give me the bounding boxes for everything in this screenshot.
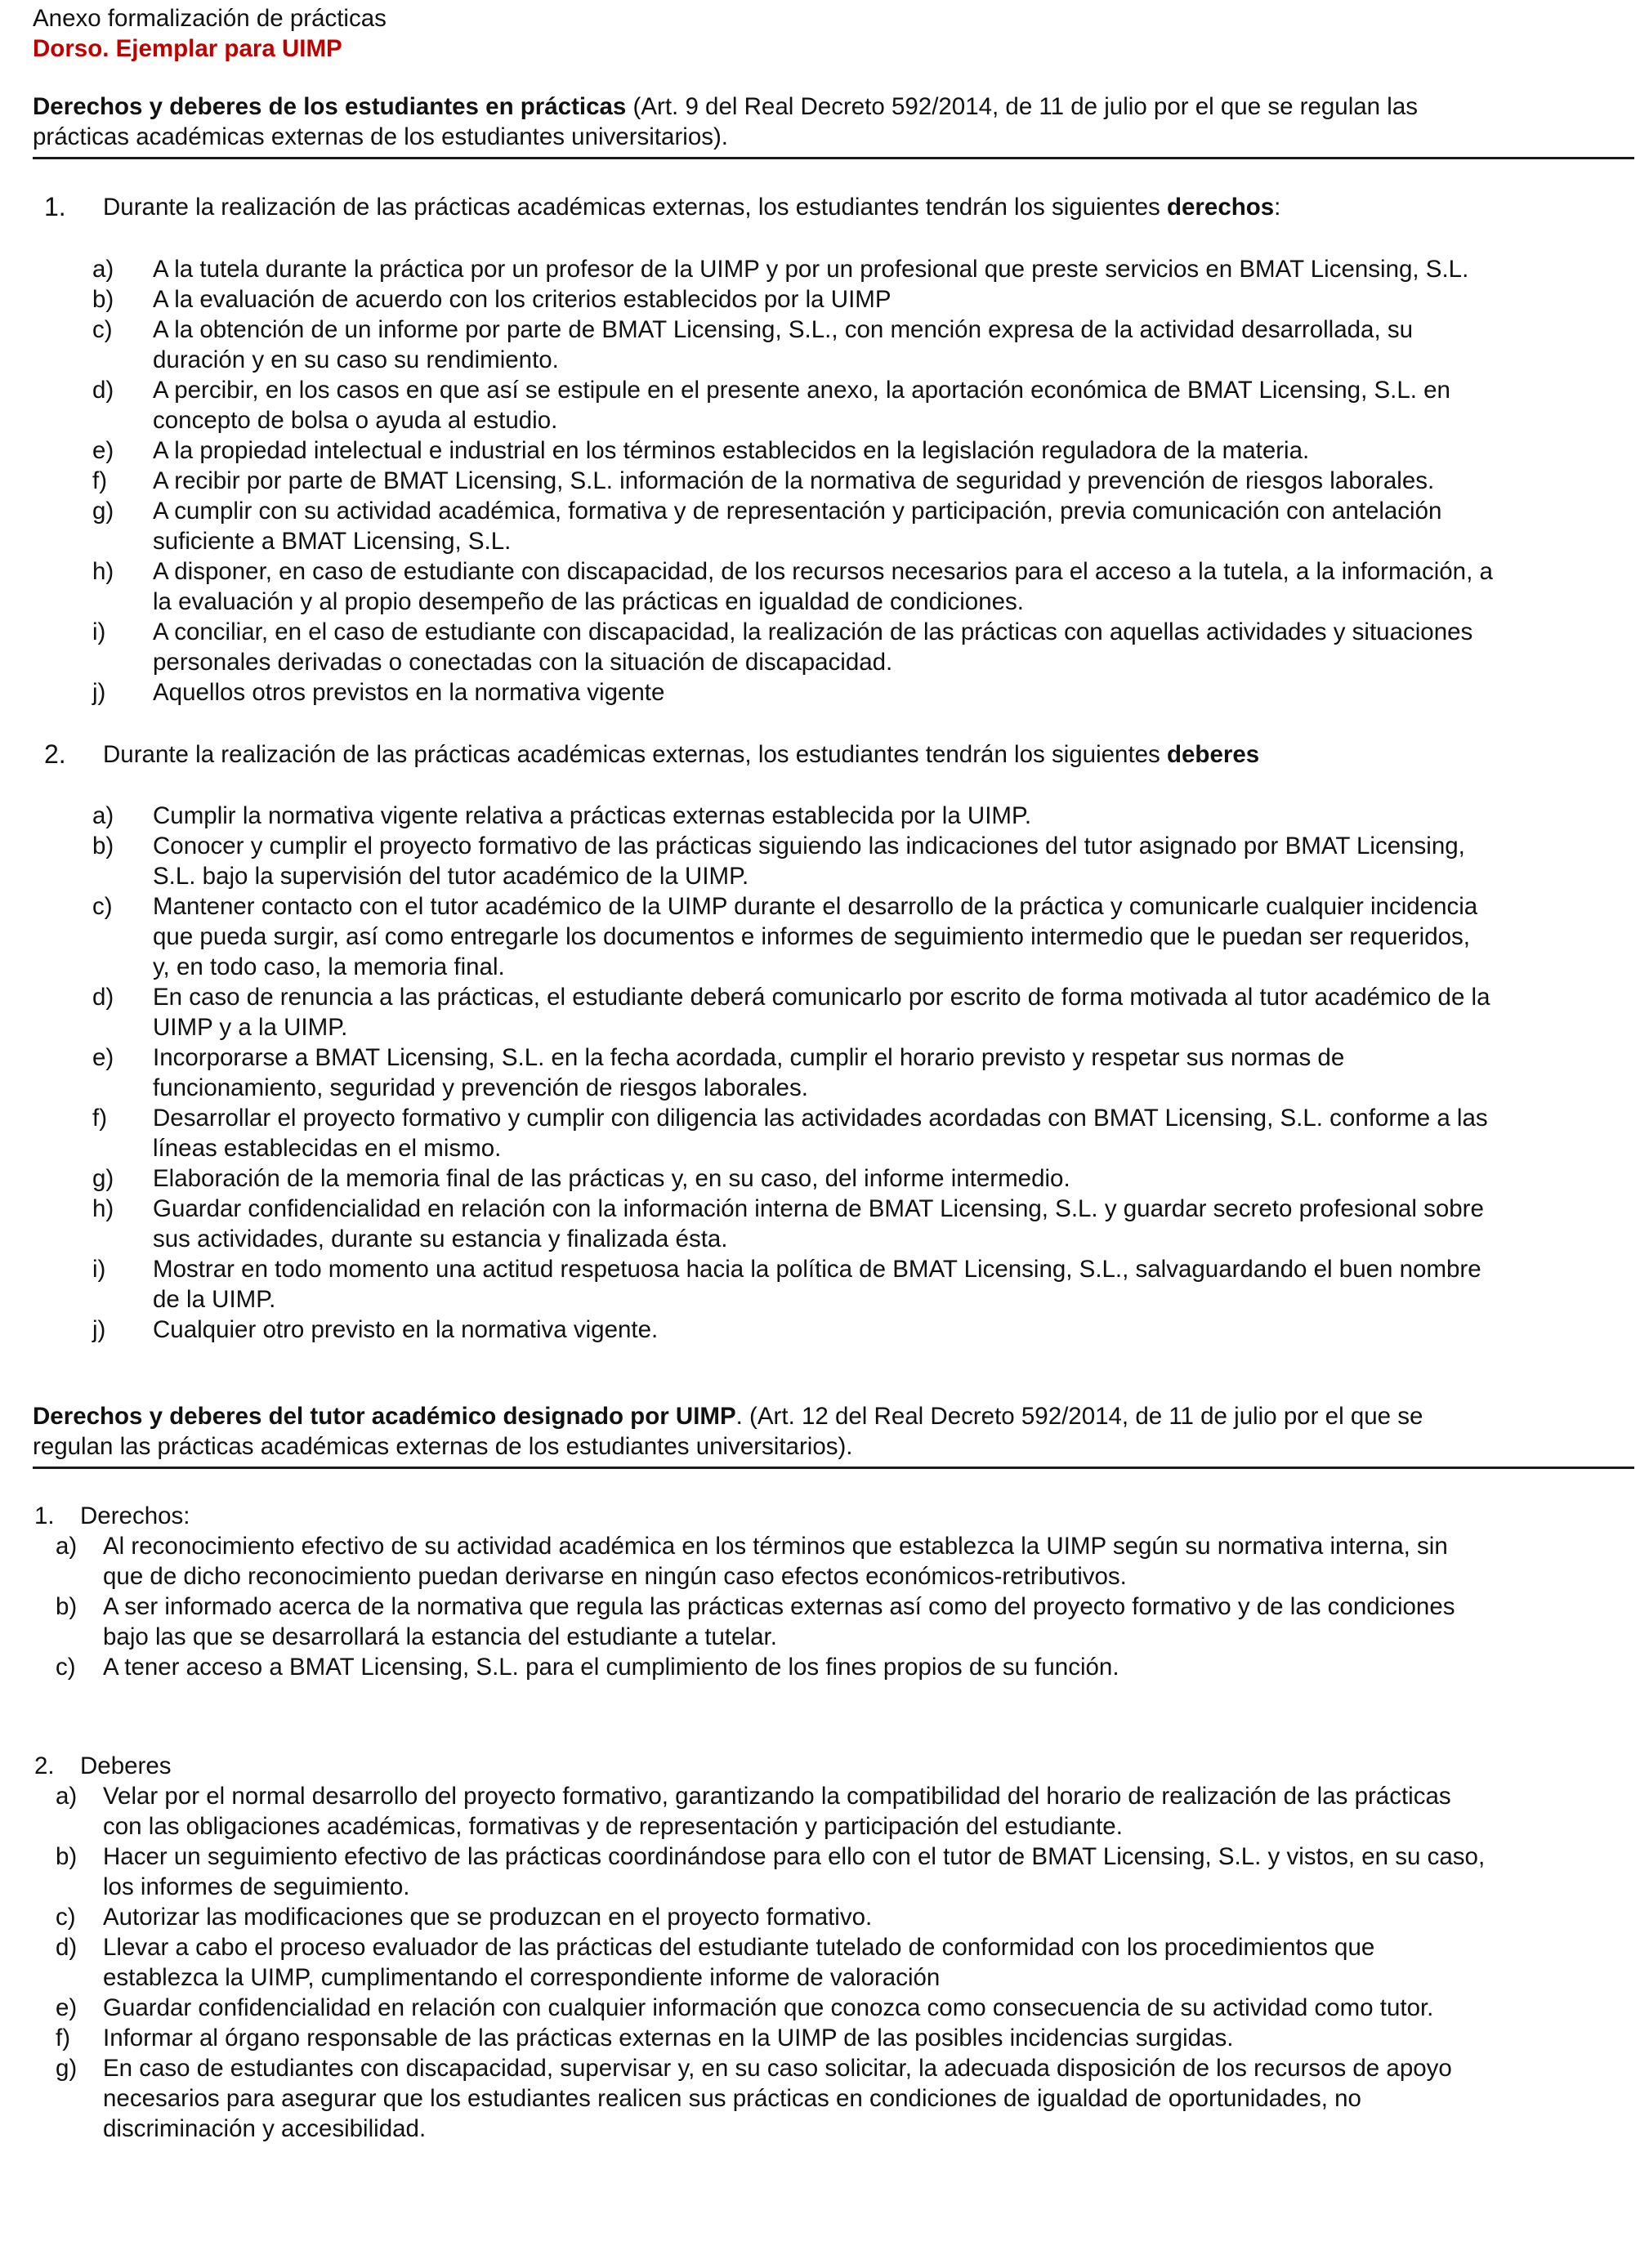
tutor-duties-list bbox=[33, 1781, 1634, 2144]
student-rights-list bbox=[33, 254, 1634, 708]
student-duties-intro: Durante la realización de las prácticas académicas externas, los estudiantes tendrán los siguientes bbox=[103, 741, 1167, 768]
list-item bbox=[33, 1932, 1634, 1993]
list-item-text: Mostrar en todo momento una actitud respetuosa hacia la política de BMAT Licensing, S.L., salvaguardando el buen nombre bbox=[153, 1256, 1481, 1283]
list-item bbox=[33, 496, 1634, 556]
list-item-text: los informes de seguimiento. bbox=[103, 1873, 410, 1900]
list-item-text: duración y en su caso su rendimiento. bbox=[153, 346, 559, 373]
document-header bbox=[33, 3, 387, 64]
list-item-label: h) bbox=[92, 558, 114, 585]
list-item-text: A disponer, en caso de estudiante con discapacidad, de los recursos necesarios para el acceso a la tutela, a la información, a bbox=[153, 558, 1493, 585]
list-item bbox=[33, 801, 1634, 831]
list-item-label: a) bbox=[92, 256, 114, 283]
list-item-label: g) bbox=[92, 498, 114, 525]
list-item-label: e) bbox=[92, 1044, 114, 1071]
section2-title-rest2: regulan las prácticas académicas externas de los estudiantes universitarios). bbox=[33, 1433, 853, 1460]
list-item bbox=[33, 315, 1634, 375]
list-item-text: con las obligaciones académicas, formativas y de representación y participación del estudiante. bbox=[103, 1813, 1123, 1840]
list-item-text: A la evaluación de acuerdo con los criterios establecidos por la UIMP bbox=[153, 286, 892, 313]
tutor-rights-list bbox=[33, 1531, 1634, 1682]
student-rights-intro-bold: derechos bbox=[1167, 194, 1275, 221]
list-item-text: Cumplir la normativa vigente relativa a prácticas externas establecida por la UIMP. bbox=[153, 802, 1032, 829]
list-item-text: Aquellos otros previstos en la normativa vigente bbox=[153, 679, 665, 706]
list-item-text: En caso de renuncia a las prácticas, el estudiante deberá comunicarlo por escrito de forma motivada al tutor académico de la bbox=[153, 984, 1490, 1011]
list-item-label: i) bbox=[92, 618, 106, 645]
tutor-duties-number: 2. bbox=[34, 1752, 55, 1779]
list-item-label: j) bbox=[92, 679, 106, 706]
list-item-label: c) bbox=[92, 316, 113, 343]
list-item-label: g) bbox=[56, 2055, 78, 2082]
student-duties-intro-bold: deberes bbox=[1167, 741, 1260, 768]
tutor-duties bbox=[33, 1751, 1634, 2144]
section1-title-bold: Derechos y deberes de los estudiantes en prácticas bbox=[33, 93, 627, 120]
list-item bbox=[33, 1781, 1634, 1842]
list-item-text: UIMP y a la UIMP. bbox=[153, 1014, 348, 1041]
student-duties-number: 2. bbox=[44, 739, 66, 769]
section1-title-rest2: prácticas académicas externas de los estudiantes universitarios). bbox=[33, 123, 728, 150]
section1-divider bbox=[33, 157, 1634, 159]
list-item-text: Elaboración de la memoria final de las prácticas y, en su caso, del informe intermedio. bbox=[153, 1165, 1070, 1192]
list-item bbox=[33, 831, 1634, 891]
list-item-text: A cumplir con su actividad académica, formativa y de representación y participación, previa comunicación con antelación bbox=[153, 498, 1442, 525]
list-item-text: Desarrollar el proyecto formativo y cumplir con diligencia las actividades acordadas con BMAT Licensing, S.L. conforme a las bbox=[153, 1105, 1488, 1132]
list-item-label: d) bbox=[92, 984, 114, 1011]
list-item-text: A la propiedad intelectual e industrial en los términos establecidos en la legislación reguladora de la materia. bbox=[153, 437, 1310, 464]
list-item bbox=[33, 617, 1634, 677]
student-duties-heading bbox=[33, 739, 1634, 770]
list-item-text: A recibir por parte de BMAT Licensing, S.L. información de la normativa de seguridad y prevención de riesgos laborales. bbox=[153, 467, 1435, 494]
list-item-text: concepto de bolsa o ayuda al estudio. bbox=[153, 407, 558, 434]
list-item bbox=[33, 891, 1634, 982]
list-item-text: establezca la UIMP, cumplimentando el correspondiente informe de valoración bbox=[103, 1964, 941, 1991]
list-item bbox=[33, 435, 1634, 466]
list-item-text: funcionamiento, seguridad y prevención de riesgos laborales. bbox=[153, 1074, 808, 1101]
list-item bbox=[33, 2053, 1634, 2144]
list-item-label: g) bbox=[92, 1165, 114, 1192]
list-item-label: h) bbox=[92, 1195, 114, 1222]
list-item-text: A la tutela durante la práctica por un profesor de la UIMP y por un profesional que preste servicios en BMAT Licensing, S.L. bbox=[153, 256, 1469, 283]
list-item-text: Llevar a cabo el proceso evaluador de las prácticas del estudiante tutelado de conformidad con los procedimientos que bbox=[103, 1934, 1375, 1961]
list-item bbox=[33, 2023, 1634, 2053]
list-item-label: d) bbox=[56, 1934, 78, 1961]
list-item-text: la evaluación y al propio desempeño de las prácticas en igualdad de condiciones. bbox=[153, 588, 1024, 615]
list-item bbox=[33, 1531, 1634, 1592]
list-item bbox=[33, 677, 1634, 708]
list-item bbox=[33, 1842, 1634, 1902]
list-item bbox=[33, 284, 1634, 315]
list-item-text: Autorizar las modificaciones que se produzcan en el proyecto formativo. bbox=[103, 1904, 873, 1931]
section2-divider bbox=[33, 1467, 1634, 1469]
list-item-text: A ser informado acerca de la normativa que regula las prácticas externas así como del proyecto formativo y de las condiciones bbox=[103, 1593, 1455, 1620]
list-item-text: Cualquier otro previsto en la normativa vigente. bbox=[153, 1316, 659, 1343]
list-item-text: S.L. bajo la supervisión del tutor académico de la UIMP. bbox=[153, 863, 749, 890]
section1-title-rest1: (Art. 9 del Real Decreto 592/2014, de 11 de julio por el que se regulan las bbox=[626, 93, 1418, 120]
tutor-rights-heading: Derechos: bbox=[80, 1502, 190, 1529]
list-item bbox=[33, 1103, 1634, 1163]
list-item-label: a) bbox=[56, 1783, 78, 1810]
list-item-text: personales derivadas o conectadas con la situación de discapacidad. bbox=[153, 649, 893, 676]
list-item-text: En caso de estudiantes con discapacidad, supervisar y, en su caso solicitar, la adecuada disposición de los recursos de apoyo bbox=[103, 2055, 1452, 2082]
list-item-label: c) bbox=[92, 893, 113, 920]
list-item-text: que de dicho reconocimiento puedan derivarse en ningún caso efectos económicos-retributivos. bbox=[103, 1563, 1127, 1590]
list-item-text: Mantener contacto con el tutor académico de la UIMP durante el desarrollo de la práctica y comunicarle cualquier incidencia bbox=[153, 893, 1478, 920]
list-item bbox=[33, 1254, 1634, 1315]
student-duties-list bbox=[33, 801, 1634, 1345]
list-item-text: A la obtención de un informe por parte de BMAT Licensing, S.L., con mención expresa de la actividad desarrollada, su bbox=[153, 316, 1414, 343]
list-item-label: b) bbox=[56, 1843, 78, 1870]
list-item-text: Al reconocimiento efectivo de su actividad académica en los términos que establezca la UIMP según su normativa interna, sin bbox=[103, 1533, 1448, 1560]
list-item-label: a) bbox=[56, 1533, 78, 1560]
list-item-label: b) bbox=[92, 286, 114, 313]
header-subtitle: Dorso. Ejemplar para UIMP bbox=[33, 35, 342, 62]
list-item bbox=[33, 466, 1634, 496]
list-item-text: suficiente a BMAT Licensing, S.L. bbox=[153, 528, 512, 555]
list-item bbox=[33, 375, 1634, 435]
list-item-text: Velar por el normal desarrollo del proyecto formativo, garantizando la compatibilidad del horario de realización de las prácticas bbox=[103, 1783, 1451, 1810]
list-item-text: Informar al órgano responsable de las prácticas externas en la UIMP de las posibles incidencias surgidas. bbox=[103, 2025, 1234, 2051]
list-item bbox=[33, 1163, 1634, 1194]
list-item-text: necesarios para asegurar que los estudiantes realicen sus prácticas en condiciones de igualdad de oportunidades, no bbox=[103, 2085, 1361, 2112]
student-rights-heading: 1. Durante la realización de las prácticas académicas externas, los estudiantes tendrán los siguientes derechos: bbox=[44, 192, 1281, 221]
list-item-text: A conciliar, en el caso de estudiante con discapacidad, la realización de las prácticas con aquellas actividades y situaciones bbox=[153, 618, 1473, 645]
list-item-label: a) bbox=[92, 802, 114, 829]
section2-title-bold: Derechos y deberes del tutor académico designado por UIMP bbox=[33, 1403, 736, 1430]
list-item bbox=[33, 1652, 1634, 1682]
list-item bbox=[33, 1902, 1634, 1932]
list-item-label: f) bbox=[92, 467, 108, 494]
list-item-text: discriminación y accesibilidad. bbox=[103, 2115, 427, 2142]
list-item-text: que pueda surgir, así como entregarle los documentos e informes de seguimiento intermedio que le puedan ser requeridos, bbox=[153, 923, 1470, 950]
list-item-label: c) bbox=[56, 1904, 76, 1931]
section1-title bbox=[33, 92, 1418, 152]
list-item-text: bajo las que se desarrollará la estancia del estudiante a tutelar. bbox=[103, 1623, 777, 1650]
list-item-label: b) bbox=[92, 833, 114, 859]
list-item bbox=[33, 254, 1634, 284]
list-item-text: Guardar confidencialidad en relación con la información interna de BMAT Licensing, S.L. y guardar secreto profesional sobre bbox=[153, 1195, 1484, 1222]
tutor-rights bbox=[33, 1501, 1634, 1682]
list-item bbox=[33, 1315, 1634, 1345]
section2-title-rest1: . (Art. 12 del Real Decreto 592/2014, de 11 de julio por el que se bbox=[735, 1403, 1423, 1430]
list-item-text: Guardar confidencialidad en relación con cualquier información que conozca como consecuencia de su actividad como tutor. bbox=[103, 1994, 1434, 2021]
tutor-rights-number: 1. bbox=[34, 1502, 55, 1529]
list-item-label: i) bbox=[92, 1256, 106, 1283]
list-item-text: de la UIMP. bbox=[153, 1286, 276, 1313]
list-item-label: c) bbox=[56, 1654, 76, 1681]
list-item bbox=[33, 1194, 1634, 1254]
list-item-label: f) bbox=[92, 1105, 108, 1132]
list-item bbox=[33, 982, 1634, 1042]
list-item bbox=[33, 1592, 1634, 1652]
list-item-label: j) bbox=[92, 1316, 106, 1343]
header-title: Anexo formalización de prácticas bbox=[33, 5, 387, 32]
list-item bbox=[33, 1042, 1634, 1103]
list-item-text: A tener acceso a BMAT Licensing, S.L. para el cumplimiento de los fines propios de su función. bbox=[103, 1654, 1119, 1681]
list-item-text: líneas establecidas en el mismo. bbox=[153, 1135, 502, 1162]
list-item bbox=[33, 1993, 1634, 2023]
student-rights-number: 1. bbox=[44, 192, 66, 221]
list-item-label: e) bbox=[92, 437, 114, 464]
list-item-text: Conocer y cumplir el proyecto formativo de las prácticas siguiendo las indicaciones del tutor asignado por BMAT Licensing, bbox=[153, 833, 1465, 859]
section2-title bbox=[33, 1401, 1423, 1462]
list-item-label: f) bbox=[56, 2025, 71, 2051]
list-item-label: d) bbox=[92, 377, 114, 404]
list-item-label: e) bbox=[56, 1994, 78, 2021]
list-item-text: sus actividades, durante su estancia y finalizada ésta. bbox=[153, 1226, 728, 1252]
student-rights-intro: Durante la realización de las prácticas académicas externas, los estudiantes tendrán los siguientes bbox=[103, 194, 1167, 221]
list-item-label: b) bbox=[56, 1593, 78, 1620]
list-item-text: Incorporarse a BMAT Licensing, S.L. en la fecha acordada, cumplir el horario previsto y respetar sus normas de bbox=[153, 1044, 1345, 1071]
list-item-text: y, en todo caso, la memoria final. bbox=[153, 953, 505, 980]
list-item-text: A percibir, en los casos en que así se estipule en el presente anexo, la aportación económica de BMAT Licensing, S.L. en bbox=[153, 377, 1450, 404]
tutor-duties-heading: Deberes bbox=[80, 1752, 172, 1779]
list-item bbox=[33, 556, 1634, 617]
list-item-text: Hacer un seguimiento efectivo de las prácticas coordinándose para ello con el tutor de BMAT Licensing, S.L. y vistos, en su caso, bbox=[103, 1843, 1486, 1870]
